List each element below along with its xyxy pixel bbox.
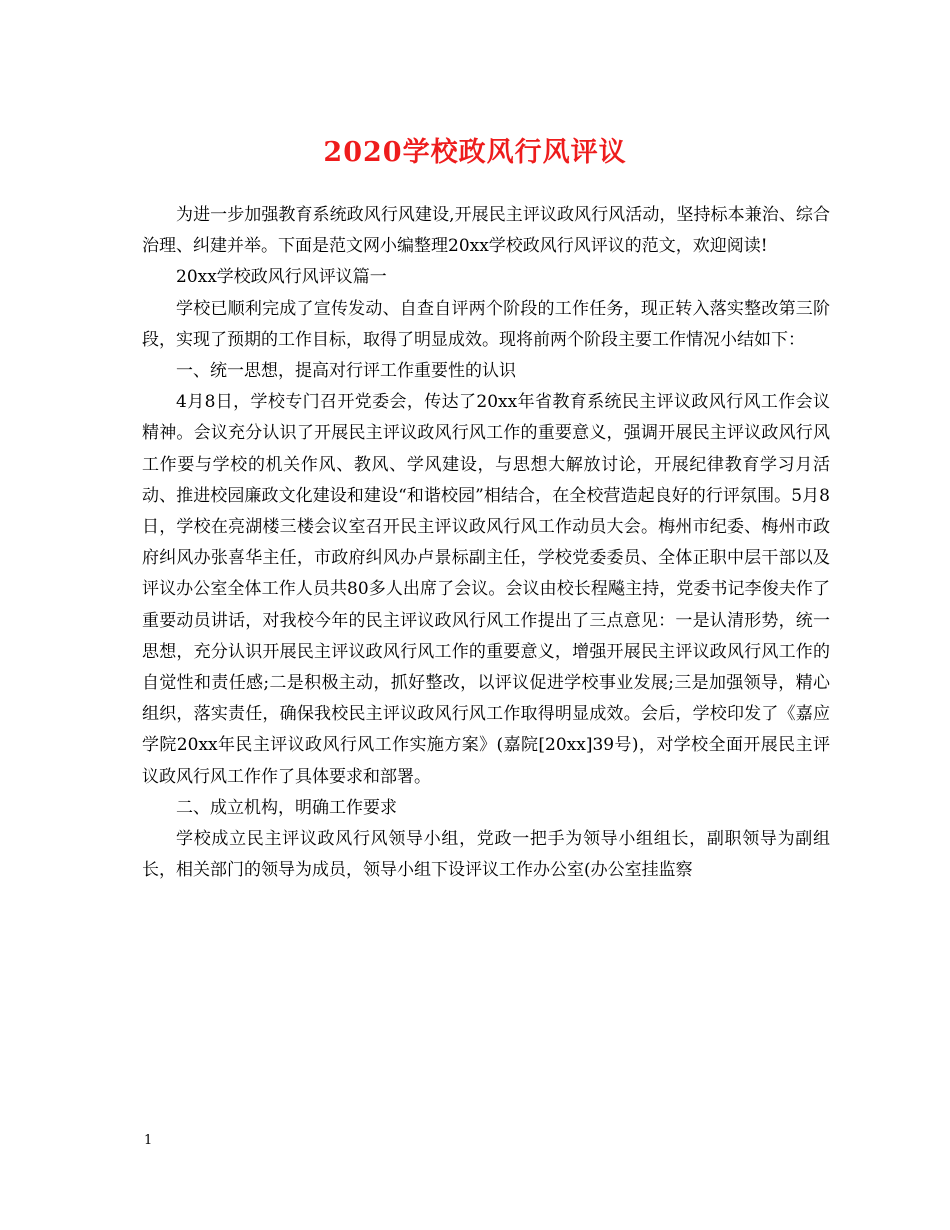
paragraph-heading-one: 一、统一思想，提高对行评工作重要性的认识	[176, 361, 516, 382]
paragraph-intro: 为进一步加强教育系统政风行风建设,开展民主评议政风行风活动，坚持标本兼治、综合治理、纠建并举。下面是范文网小编整理20xx学校政风行风评议的范文，欢迎阅读!	[142, 205, 830, 257]
document-body	[142, 200, 830, 886]
paragraph-section-heading: 20xx学校政风行风评议篇一	[176, 267, 387, 288]
paragraph-heading-two: 二、成立机构，明确工作要求	[176, 797, 397, 818]
page-number: 1	[144, 1133, 153, 1148]
paragraph-meeting: 4月8日，学校专门召开党委会，传达了20xx年省教育系统民主评议政风行风工作会议精神。会议充分认识了开展民主评议政风行风工作的重要意义，强调开展民主评议政风行风工作要与学校的机关作风、教风、学风建设，与思想大解放讨论，开展纪律教育学习月活动、推进校园廉政文化建设和建设“和谐校园”相结合，在全校营造起良好的行评氛围。5月8日，学校在亮湖楼三楼会议室召开民主评议政风行风工作动员大会。梅州市纪委、梅州市政府纠风办张喜华主任，市政府纠风办卢景标副主任，学校党委委员、全体正职中层干部以及评议办公室全体工作人员共80多人出席了会议。会议由校长程飚主持，党委书记李俊夫作了重要动员讲话，对我校今年的民主评议政风行风工作提出了三点意见：一是认清形势，统一思想，充分认识开展民主评议政风行风工作的重要意义，增强开展民主评议政风行风工作的自觉性和责任感;二是积极主动，抓好整改，以评议促进学校事业发展;三是加强领导，精心组织，落实责任，确保我校民主评议政风行风工作取得明显成效。会后，学校印发了《嘉应学院20xx年民主评议政风行风工作实施方案》(嘉院[20xx]39号)，对学校全面开展民主评议政风行风工作作了具体要求和部署。	[142, 392, 830, 787]
paragraph-summary: 学校已顺利完成了宣传发动、自查自评两个阶段的工作任务，现正转入落实整改第三阶段，实现了预期的工作目标，取得了明显成效。现将前两个阶段主要工作情况小结如下：	[142, 298, 830, 350]
paragraph-organization: 学校成立民主评议政风行风领导小组，党政一把手为领导小组组长，副职领导为副组长，相关部门的领导为成员，领导小组下设评议工作办公室(办公室挂监察	[142, 829, 830, 881]
document-title: 2020学校政风行风评议	[323, 137, 627, 168]
